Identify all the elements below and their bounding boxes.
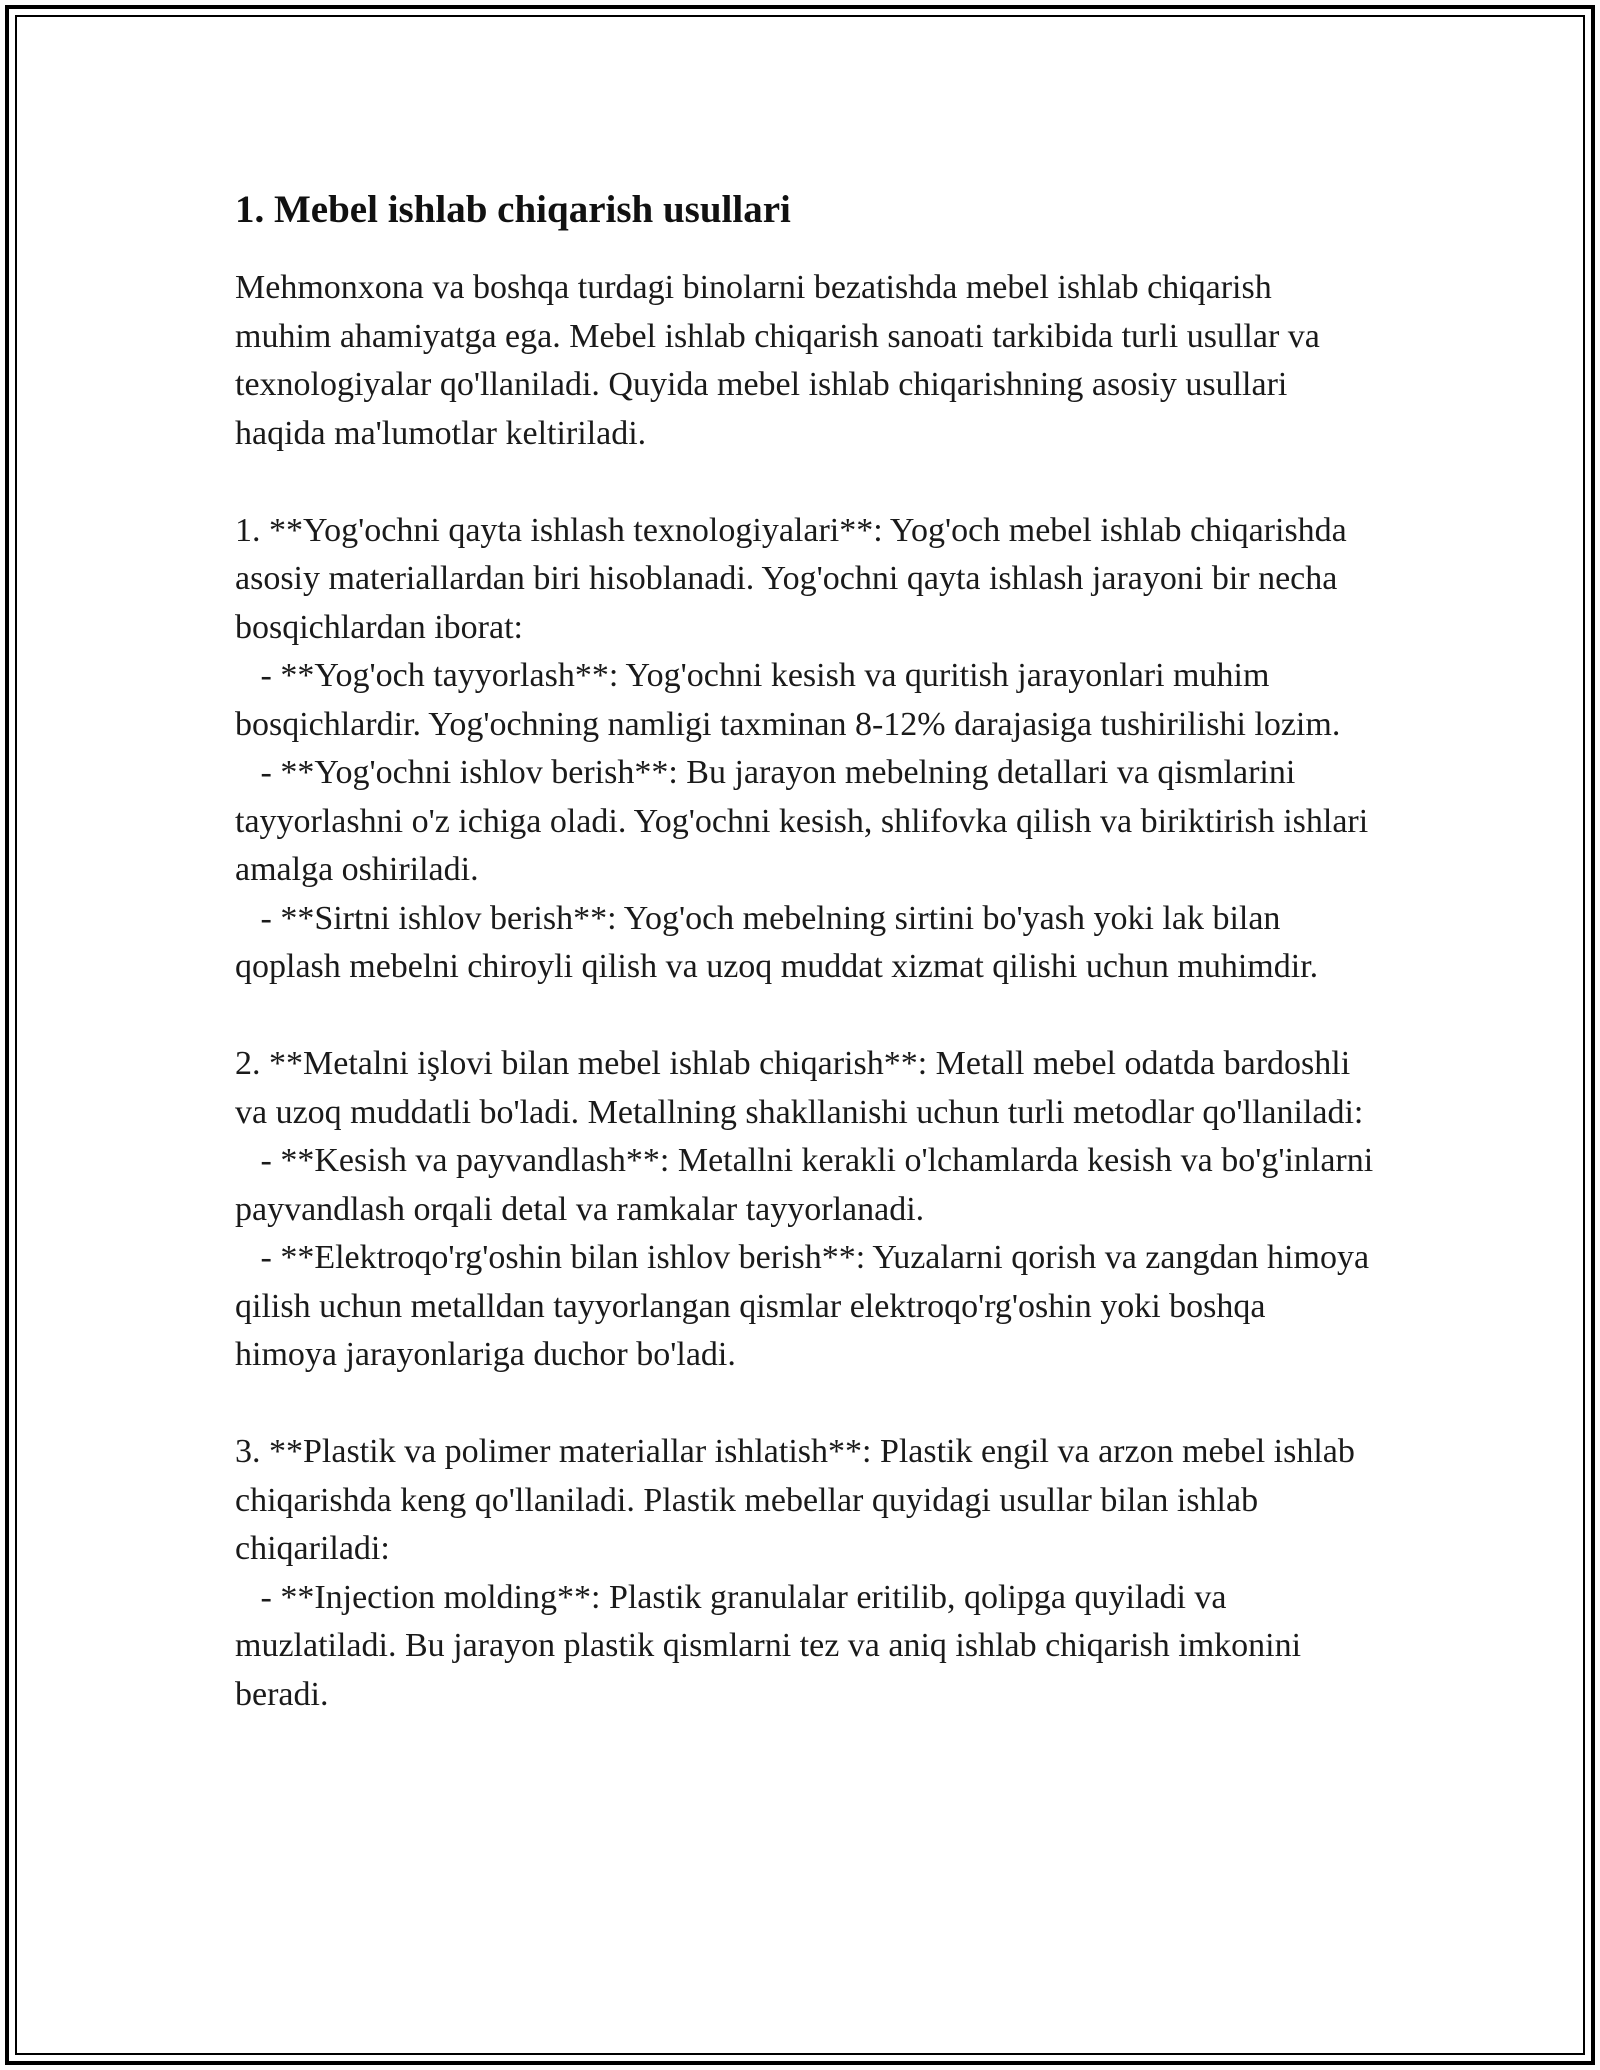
method-2-item-1: - **Kesish va payvandlash**: Metallni kerakli o'lchamlarda kesish va bo'g'inlarni payvandlash orqali detal va ramkalar tayyorlanadi. — [235, 1142, 1382, 1228]
method-3-paragraph: 3. **Plastik va polimer materiallar ishlatish**: Plastik engil va arzon mebel ishlab chiqarishda keng qo'llaniladi. Plastik mebellar quyidagi usullar bilan ishlab chiqariladi: — [235, 1433, 1364, 1567]
method-1-item-3: - **Sirtni ishlov berish**: Yog'och mebelning sirtini bo'yash yoki lak bilan qoplash mebelni chiroyli qilish va uzoq muddat xizmat qilishi uchun muhimdir. — [235, 899, 1319, 985]
paragraph-spacer — [235, 992, 1375, 1041]
method-1-item-1: - **Yog'och tayyorlash**: Yog'ochni kesish va quritish jarayonlari muhim bosqichlardir. Yog'ochning namligi taxminan 8-12% darajasiga tushirilishi lozim. — [235, 657, 1341, 743]
method-2-paragraph: 2. **Metalni işlovi bilan mebel ishlab chiqarish**: Metall mebel odatda bardoshli va uzoq muddatli bo'ladi. Metallning shakllanishi uchun turli metodlar qo'llaniladi: — [235, 1045, 1364, 1131]
document-body — [235, 186, 1382, 1719]
paragraph-spacer — [235, 458, 1375, 507]
method-2-item-2: - **Elektroqo'rg'oshin bilan ishlov berish**: Yuzalarni qorish va zangdan himoya qilish uchun metalldan tayyorlangan qismlar elektroqo'rg'oshin yoki boshqa himoya jarayonlariga duchor bo'ladi. — [235, 1239, 1378, 1373]
method-1-item-2: - **Yog'ochni ishlov berish**: Bu jarayon mebelning detallari va qismlarini tayyorlashni o'z ichiga oladi. Yog'ochni kesish, shlifovka qilish va biriktirish ishlari amalga oshiriladi. — [235, 754, 1377, 888]
section-heading: 1. Mebel ishlab chiqarish usullari — [235, 188, 791, 231]
paragraph-spacer — [235, 1380, 1375, 1429]
method-3-item-1: - **Injection molding**: Plastik granulalar eritilib, qolipga quyiladi va muzlatiladi. Bu jarayon plastik qismlarni tez va aniq ishlab chiqarish imkonini beradi. — [235, 1578, 1310, 1713]
method-1-paragraph: 1. **Yog'ochni qayta ishlash texnologiyalari**: Yog'och mebel ishlab chiqarishda asosiy materiallardan biri hisoblanadi. Yog'ochni qayta ishlash jarayoni bir necha bosqichlardan iborat: — [235, 511, 1356, 646]
intro-paragraph: Mehmonxona va boshqa turdagi binolarni bezatishda mebel ishlab chiqarish muhim ahamiyatga ega. Mebel ishlab chiqarish sanoati tarkibida turli usullar va texnologiyalar qo'llaniladi. Quyida mebel ishlab chiqarishning asosiy usullari haqida ma'lumotlar keltiriladi. — [235, 269, 1329, 452]
